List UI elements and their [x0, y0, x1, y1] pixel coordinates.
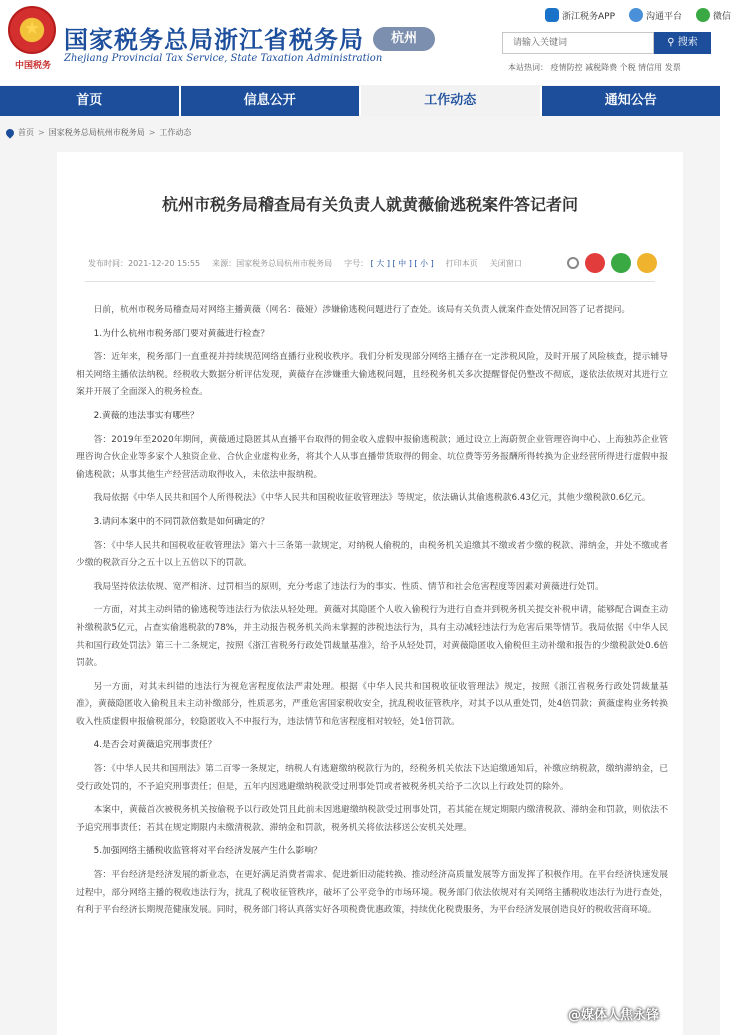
close-link[interactable]: 关闭窗口 — [489, 259, 522, 268]
paragraph: 我局坚持依法依规、宽严相济、过罚相当的原则，充分考虑了违法行为的事实、性质、情节和社会危害程度等因素对黄薇进行处罚。 — [93, 581, 604, 592]
divider — [85, 281, 655, 282]
font-size-medium[interactable]: [ 中 ] — [392, 259, 412, 268]
wechat-icon — [696, 8, 710, 22]
font-size-small[interactable]: [ 小 ] — [414, 259, 434, 268]
breadcrumb — [6, 127, 191, 138]
question-heading: 4.是否会对黄薇追究刑事责任？ — [93, 740, 217, 751]
site-title-en: Zhejiang Provincial Tax Service, State Taxation Administration — [64, 53, 383, 64]
breadcrumb-item[interactable]: 国家税务总局杭州市税务局 — [48, 128, 145, 137]
nav-item-info[interactable]: 信息公开 — [181, 86, 362, 116]
site-header — [0, 0, 731, 85]
paragraph: 本案中，黄薇首次被税务机关按偷税予以行政处罚且此前未因逃避缴纳税款受过刑事处罚，若其能在规定期限内缴清税款、滞纳金和罚款，则依法不予追究刑事责任；若其在规定期限内未缴清税款、滞纳金和罚款，税务机关将依法移送公安机关处理。 — [76, 805, 668, 833]
search-button[interactable]: ⚲ 搜索 — [654, 32, 711, 54]
emblem-caption: 中国税务 — [14, 61, 51, 71]
question-heading: 3.请问本案中的不同罚款倍数是如何确定的？ — [93, 516, 270, 527]
paragraph: 答：《中华人民共和国税收征收管理法》第六十三条第一款规定，对纳税人偷税的，由税务机关追缴其不缴或者少缴的税款、滞纳金，并处不缴或者少缴的税款百分之五十以上五倍以下的罚款。 — [76, 540, 668, 569]
paragraph: 答：平台经济是经济发展的新业态，在更好满足消费者需求、促进新旧动能转换、推动经济高质量发展等方面发挥了积极作用。在平台经济快速发展过程中，部分网络主播的税收违法行为，扰乱了税收征管秩序，破坏了公平竞争的市场环境。税务部门依法依规对有关网络主播税收违法行为进行查处，有利于平台经济长期规范健康发展。同时，税务部门将认真落实好各项税费优惠政策，持续优化税费服务，为平台经济发展创造良好的税收营商环境。 — [76, 870, 668, 916]
print-link[interactable]: 打印本页 — [445, 259, 478, 268]
top-link-label: 微信 — [713, 11, 731, 22]
nav-item-notice[interactable]: 通知公告 — [604, 93, 657, 108]
paragraph: 我局依据《中华人民共和国个人所得税法》《中华人民共和国税收征收管理法》等规定，依法确认其偷逃税款6.43亿元，其他少缴税款0.6亿元。 — [93, 493, 651, 504]
font-size-control — [344, 258, 434, 269]
top-link-label: 浙江税务APP — [562, 11, 616, 22]
paragraph: 日前，杭州市税务局稽查局对网络主播黄薇（网名：薇娅）涉嫌偷逃税问题进行了查处。该局有关负责人就案件查处情况回答了记者提问。 — [93, 305, 631, 315]
hot-words[interactable]: 本站热词： 疫情防控 减税降费 个税 情信用 发票 — [508, 63, 681, 72]
tax-emblem-icon — [8, 6, 56, 54]
weibo-icon[interactable] — [585, 253, 605, 273]
font-size-large[interactable]: [ 大 ] — [370, 259, 390, 268]
article-body — [76, 302, 668, 926]
breadcrumb-item[interactable]: 工作动态 — [159, 128, 192, 137]
breadcrumb-item[interactable]: 首页 — [18, 128, 34, 137]
favorite-icon[interactable] — [637, 253, 657, 273]
top-link-wechat[interactable] — [696, 8, 731, 22]
watermark: @媒体人焦永锋 — [568, 1008, 660, 1023]
site-title[interactable]: 国家税务总局浙江省税务局 — [64, 26, 364, 54]
question-heading: 5.加强网络主播税收监管将对平台经济发展产生什么影响？ — [93, 846, 322, 857]
paragraph: 答：近年来，税务部门一直重视并持续规范网络直播行业税收秩序。我们分析发现部分网络主播存在一定涉税风险，及时开展了风险核查，提示辅导相关网络主播依法纳税。经税收大数据分析评估发现，黄薇存在涉嫌重大偷逃税问题，且经税务机关多次提醒督促仍整改不彻底，遂依法依规对其进行立案并开展了全面深入的税务检查。 — [76, 352, 668, 398]
city-badge[interactable]: 杭州 — [373, 27, 435, 51]
share-bar — [567, 253, 657, 273]
cloud-icon — [629, 8, 643, 22]
article — [57, 152, 683, 1035]
wechat-share-icon[interactable] — [611, 253, 631, 273]
article-title: 杭州市税务局稽查局有关负责人就黄薇偷逃税案件答记者问 — [161, 195, 578, 214]
publish-date: 发布时间：2021-12-20 15:55 — [88, 259, 201, 268]
paragraph: 答：《中华人民共和国刑法》第二百零一条规定，纳税人有逃避缴纳税款行为的，经税务机关依法下达追缴通知后，补缴应纳税款，缴纳滞纳金，已受行政处罚的，不予追究刑事责任；但是，五年内因逃避缴纳税款受过刑事处罚或者被税务机关给予二次以上行政处罚的除外。 — [76, 764, 668, 792]
question-heading: 2.黄薇的违法事实有哪些？ — [93, 410, 199, 421]
app-icon — [545, 8, 559, 22]
search-button-label: 搜索 — [677, 37, 698, 48]
paragraph: 答：2019年至2020年期间，黄薇通过隐匿其从直播平台取得的佣金收入虚假申报偷逃税款；通过设立上海蔚贺企业管理咨询中心、上海独苏企业管理咨询合伙企业等多家个人独资企业、合伙企业虚构业务，将其个人从事直播带货取得的佣金、坑位费等劳务报酬所得转换为企业经营所得进行虚假申报偷逃税款；从事其他生产经营活动取得收入，未依法申报纳税。 — [76, 434, 668, 480]
top-link-label: 沟通平台 — [646, 11, 683, 22]
breadcrumb-separator: > — [38, 128, 45, 137]
question-heading: 1.为什么杭州市税务部门要对黄薇进行检查？ — [93, 328, 270, 339]
top-link-app[interactable] — [545, 8, 615, 22]
paragraph: 另一方面，对其未纠错的违法行为视危害程度依法严肃处理。根据《中华人民共和国税收征收管理法》规定，按照《浙江省税务行政处罚裁量基准》，黄薇隐匿收入偷税且未主动补缴部分，性质恶劣，严重危害国家税收安全，扰乱税收征管秩序，对其予以从重处罚，处4倍罚款；黄薇虚构业务转换收入性质虚假申报偷税部分，较隐匿收入不申报行为，违法情节和危害程度相对较轻，处1倍罚款。 — [76, 681, 668, 727]
article-meta — [88, 258, 522, 269]
location-icon — [4, 127, 15, 138]
font-size-label: 字号： — [344, 259, 369, 268]
nav-item-home[interactable]: 首页 — [0, 86, 181, 116]
breadcrumb-separator: > — [148, 128, 156, 137]
share-icon[interactable] — [567, 257, 579, 269]
article-source: 来源：国家税务总局杭州市税务局 — [212, 259, 333, 268]
paragraph: 一方面，对其主动纠错的偷逃税等违法行为依法从轻处理。黄薇对其隐匿个人收入偷税行为进行自查并到税务机关提交补税申请，能够配合调查主动补缴税款5亿元，占查实偷逃税款的78%，并主动报告税务机关尚未掌握的涉税违法行为，具有主动减轻违法行为危害后果等情节。我局依据《中华人民共和国行政处罚法》第三十二条规定，按照《浙江省税务行政处罚裁量基准》，给予从轻处罚，对黄薇隐匿收入偷税但主动补缴和报告的少缴税款处0.6倍罚款。 — [76, 605, 668, 669]
nav-item-work[interactable]: 工作动态 — [361, 86, 542, 116]
main-nav — [0, 86, 720, 116]
top-link-platform[interactable] — [629, 8, 682, 22]
top-links — [545, 8, 731, 22]
search-input[interactable]: 请输入关键词 — [502, 32, 654, 54]
